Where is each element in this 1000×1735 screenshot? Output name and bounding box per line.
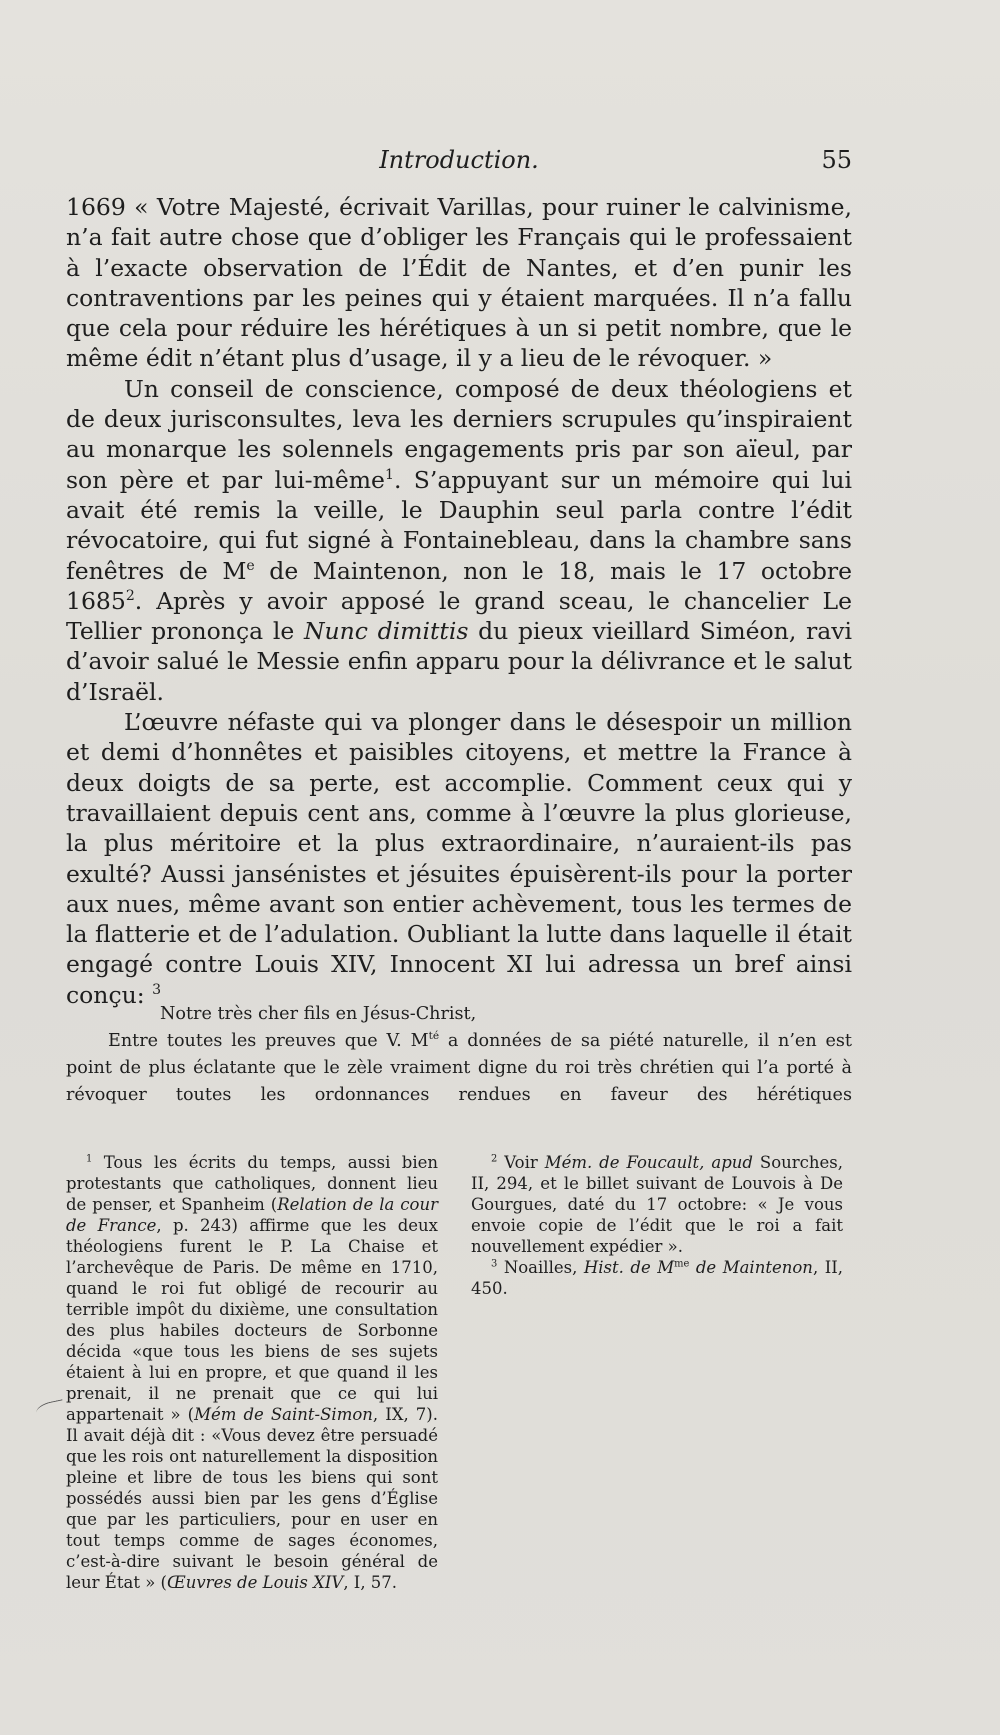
quoted-letter bbox=[66, 1001, 852, 1109]
footnote-ref-1: 1 bbox=[384, 466, 394, 483]
text-run: de Maintenon, non le 18, mais le 17 octobre 1685 bbox=[66, 556, 852, 615]
footnote-column-left bbox=[66, 1152, 438, 1593]
text-run: , IX, 7). Il avait déjà dit : «Vous devez être persuadé que les rois ont naturellement la disposition pleine et libre de tous les biens qui sont possédés aussi bien par les gens d’Église que par les particuliers, pour en user en tout temps comme de sages économes, c’est-à-dire suivant le besoin général de leur État » ( bbox=[66, 1405, 438, 1592]
text-run: du pieux vieillard Siméon, ravi d’avoir salué le Messie enfin apparu pour la délivrance et le salut d’Israël. bbox=[66, 617, 852, 706]
superscript-te: té bbox=[428, 1030, 440, 1043]
paragraph-1: 1669 « Votre Majesté, écrivait Varillas, pour ruiner le calvinisme, n’a fait autre chose que d’obliger les Français qui le professaient à l’exacte observation de l’Édit de Nantes, et d’en punir les contraventions par les peines qui y étaient marquées. Il n’a fallu que cela pour réduire les hérétiques à un si petit nombre, que le même édit n’étant plus d’usage, il y a lieu de le révoquer. » bbox=[66, 193, 852, 373]
page-number: 55 bbox=[821, 146, 852, 174]
text-run: a données de sa piété naturelle, il n’en est point de plus éclatante que le zèle vraiment digne du roi très chrétien qui l’a porté à révoquer toutes les ordonnances rendues en faveur des hérétiques bbox=[66, 1031, 853, 1105]
italic-title: Relation de la cour de France bbox=[66, 1195, 438, 1235]
text-run: Un conseil de conscience, composé de deux théologiens et de deux jurisconsultes, leva les derniers scrupules qu’inspiraient au monarque les solennels engagements pris par son aïeul, par son père et par lui-même bbox=[66, 374, 852, 494]
italic-title: Hist. de M bbox=[583, 1258, 675, 1277]
superscript-e: e bbox=[246, 557, 255, 574]
text-run: , I, 57. bbox=[343, 1573, 398, 1592]
text-run: Tous les écrits du temps, aussi bien protestants que catholiques, donnent lieu de penser, et Spanheim ( bbox=[66, 1153, 438, 1214]
italic-title: Mém. de Foucault, apud bbox=[544, 1153, 753, 1172]
letter-salutation: Notre très cher fils en Jésus-Christ, bbox=[160, 1004, 477, 1024]
pencil-mark bbox=[35, 1399, 65, 1418]
paragraph-3 bbox=[66, 707, 852, 1010]
footnote-column-right bbox=[471, 1152, 843, 1299]
italic-title: Mém de Saint-Simon bbox=[194, 1405, 373, 1424]
main-text bbox=[66, 192, 852, 1010]
italic-title: Œuvres de Louis XIV bbox=[166, 1573, 344, 1592]
footnote-number-3: 3 bbox=[491, 1258, 498, 1270]
footnote-3 bbox=[471, 1257, 843, 1299]
text-run: Sourches, II, 294, et le billet suivant de Louvois à De Gourgues, daté du 17 octobre: « Je vous envoie copie de l’édit que le roi a fait nouvellement expédier ». bbox=[471, 1153, 843, 1256]
paragraph-2 bbox=[66, 374, 852, 707]
text-run: L’œuvre néfaste qui va plonger dans le désespoir un million et demi d’honnêtes et paisibles citoyens, et mettre la France à deux doigts de sa perte, est accomplie. Comment ceux qui y travaillaient depuis cent ans, comme à l’œuvre la plus glorieuse, la plus méritoire et la plus extraordinaire, n’auraient-ils pas exulté? Aussi jansénistes et jésuites épuisèrent-ils pour la porter aux nues, même avant son entier achèvement, tous les termes de la flatterie et de l’adulation. Oubliant la lutte dans laquelle il était engagé contre Louis XIV, Innocent XI lui adressa un bref ainsi conçu: bbox=[66, 708, 852, 1009]
text-run: , p. 243) affirme que les deux théologiens furent le P. La Chaise et l’archevêque de Paris. De même en 1710, quand le roi fut obligé de recourir au terrible impôt du dixième, une consultation des plus habiles docteurs de Sorbonne décida «que tous les biens de ses sujets étaient à lui en propre, et que quand il les prenait, il ne prenait que ce qui lui appartenait » ( bbox=[66, 1216, 438, 1424]
text-run: , II, 450. bbox=[471, 1258, 843, 1298]
text-run: Entre toutes les preuves que V. M bbox=[108, 1031, 429, 1051]
text-run: . Après y avoir apposé le grand sceau, le chancelier Le Tellier prononça le bbox=[66, 586, 852, 646]
text-run: Noailles, bbox=[497, 1258, 584, 1277]
superscript-me: me bbox=[674, 1258, 690, 1270]
footnote-ref-3: 3 bbox=[152, 981, 162, 998]
footnote-1 bbox=[66, 1152, 438, 1593]
italic-title: de Maintenon bbox=[689, 1258, 813, 1277]
footnote-2 bbox=[471, 1152, 843, 1257]
footnote-ref-2: 2 bbox=[125, 588, 135, 605]
running-title: Introduction. bbox=[379, 146, 539, 174]
italic-nunc-dimittis: Nunc dimittis bbox=[303, 617, 469, 646]
text-run: Voir bbox=[497, 1153, 545, 1172]
letter-paragraph bbox=[66, 1028, 852, 1109]
footnote-number-1: 1 bbox=[86, 1153, 93, 1165]
footnote-number-2: 2 bbox=[491, 1153, 498, 1165]
text-run: . S’appuyant sur un mémoire qui lui avait été remis la veille, le Dauphin seul parla contre l’édit révocatoire, qui fut signé à Fontainebleau, dans la chambre sans fenêtres de M bbox=[66, 465, 853, 585]
running-header bbox=[66, 146, 852, 180]
